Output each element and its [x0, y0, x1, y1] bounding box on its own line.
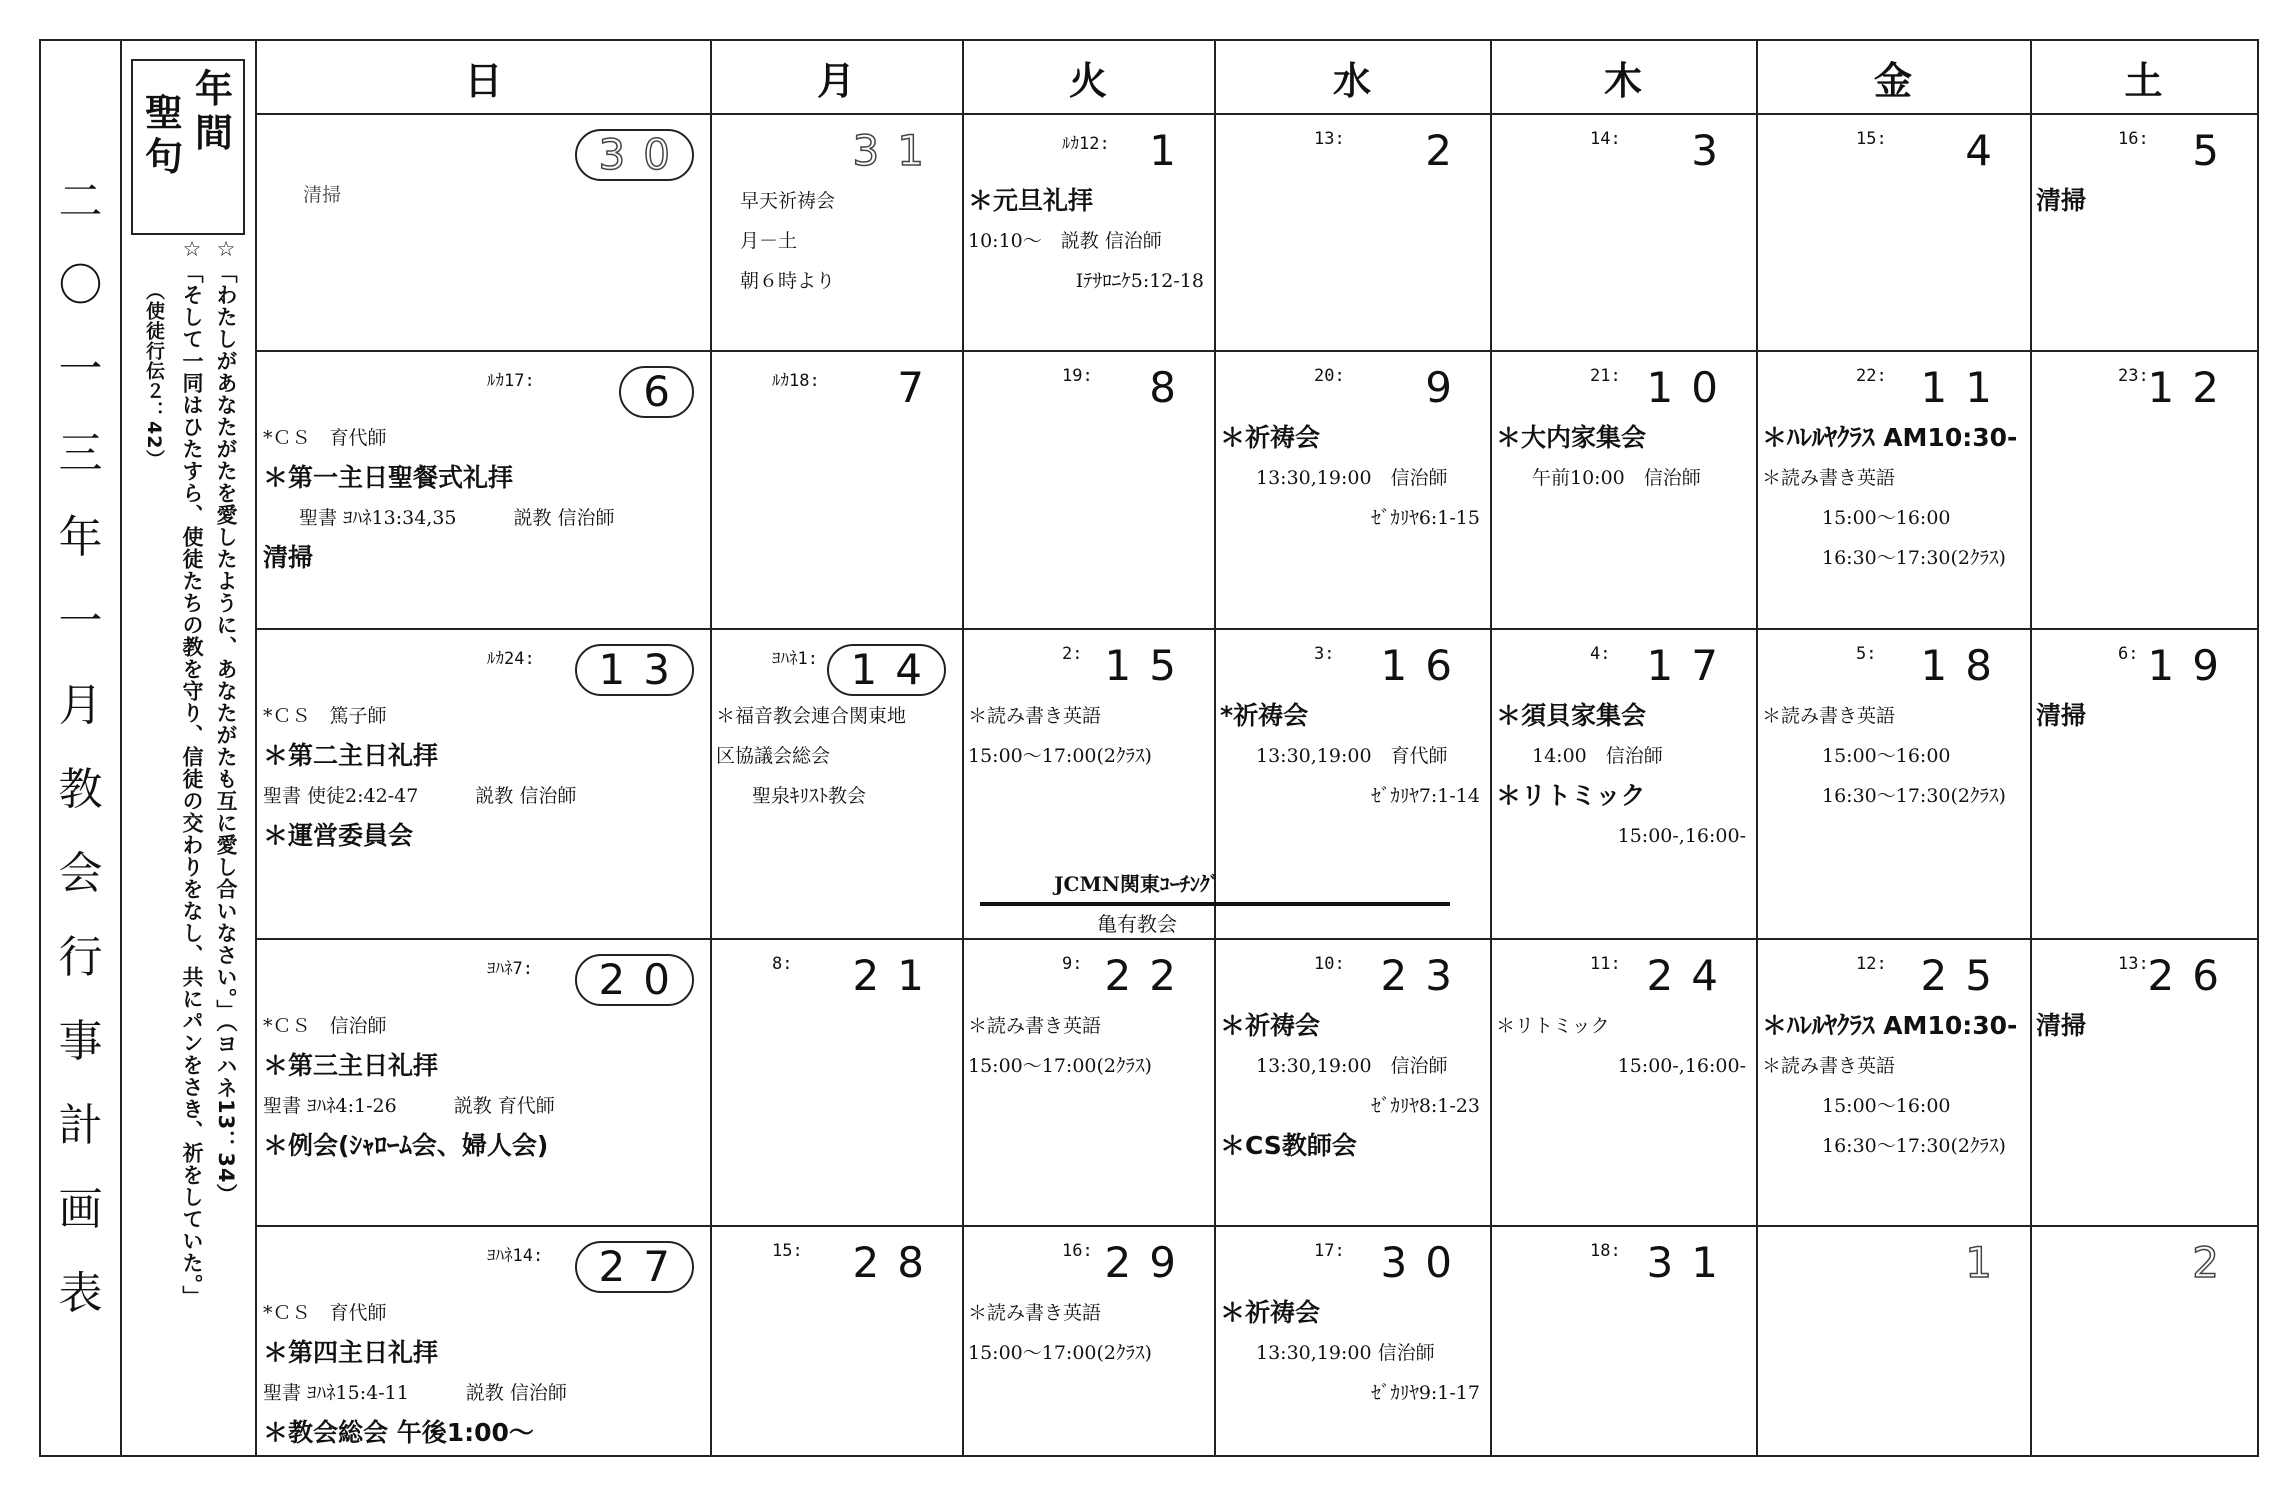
day-cell[interactable] [964, 1227, 1212, 1453]
event-list [968, 181, 1208, 301]
daily-bible-reading: 9: [1062, 954, 1083, 974]
event-line: 区協議会総会 [716, 745, 831, 767]
day-cell[interactable] [1492, 630, 1754, 936]
day-number: 27 [575, 1241, 694, 1293]
title-char: 二 [58, 176, 103, 227]
daily-bible-reading: 16: [2118, 129, 2149, 149]
verse-line-2: ☆「そして一同はひたすら、使徒たちの教を守り、信徒の交わりをなし、共にパンをさき、祈をしていた。」 [180, 237, 204, 1308]
event-line: ＊第一主日聖餐式礼拝 [263, 463, 514, 492]
daily-bible-reading: 20: [1314, 366, 1345, 386]
daily-bible-reading: 12: [1856, 954, 1887, 974]
divider [255, 39, 257, 1457]
event-list [263, 696, 704, 856]
event-list [1496, 696, 1750, 856]
event-line: ＊読み書き英語 [968, 1302, 1102, 1324]
title-char: 一 [58, 344, 103, 395]
weekday-header: 土 [2124, 58, 2163, 103]
day-number: 1 [1965, 1238, 2010, 1287]
daily-bible-reading: 15: [1856, 129, 1887, 149]
verse-label-char: 句 [144, 135, 183, 179]
event-line: 清掃 [2036, 1011, 2087, 1040]
day-number: 13 [575, 644, 694, 696]
calendar-title [41, 41, 120, 1455]
day-number: 21 [852, 951, 942, 1000]
day-number: 23 [1380, 951, 1470, 1000]
daily-bible-reading: ﾙｶ12: [1062, 134, 1110, 154]
day-number: 11 [1920, 363, 2010, 412]
day-cell[interactable] [1758, 115, 2028, 348]
daily-bible-reading: ﾖﾊﾈ14: [487, 1246, 544, 1266]
daily-bible-reading: 3: [1314, 644, 1335, 664]
day-cell[interactable] [259, 630, 708, 936]
day-number: 2 [1425, 126, 1470, 175]
event-line: ＊読み書き英語 [968, 1015, 1102, 1037]
daily-bible-reading: 8: [772, 954, 793, 974]
day-cell[interactable] [259, 352, 708, 626]
title-char: 教 [58, 764, 103, 815]
event-list [2036, 1006, 2251, 1046]
daily-bible-reading: 5: [1856, 644, 1877, 664]
day-cell[interactable] [259, 1227, 708, 1453]
daily-bible-reading: ﾖﾊﾈ7: [487, 959, 533, 979]
day-cell[interactable] [1758, 352, 2028, 626]
day-number: 30 [1380, 1238, 1470, 1287]
day-number: 9 [1425, 363, 1470, 412]
day-cell[interactable] [964, 352, 1212, 626]
event-span-line [980, 902, 1450, 906]
event-line: ＊読み書き英語 [1762, 705, 1896, 727]
event-line: 聖泉ｷﾘｽﾄ教会 [752, 785, 867, 807]
event-line: ＊ﾊﾚﾙﾔｸﾗｽ AM10:30- [1762, 423, 2018, 452]
day-number: 3 [1691, 126, 1736, 175]
weekday-header: 火 [1068, 58, 1107, 103]
verse-label-char: 年 [194, 67, 233, 111]
event-line: 15:00～17:00(2ｸﾗｽ) [968, 745, 1152, 767]
daily-bible-reading: 13: [1314, 129, 1345, 149]
daily-bible-reading: 17: [1314, 1241, 1345, 1261]
event-line: ＊CS教師会 [1220, 1131, 1357, 1160]
event-line: ＊ﾊﾚﾙﾔｸﾗｽ AM10:30- [1762, 1011, 2018, 1040]
jcmn-event-location: 亀有教会 [1097, 912, 1177, 936]
daily-bible-reading: 14: [1590, 129, 1621, 149]
day-number: 1 [1149, 126, 1194, 175]
day-cell[interactable] [2032, 352, 2255, 626]
event-list [1220, 418, 1484, 538]
weekday-header: 月 [816, 58, 855, 103]
event-line: *ＣＳ 信治師 [263, 1015, 387, 1037]
day-number: 30 [575, 129, 694, 181]
day-cell[interactable] [1758, 940, 2028, 1223]
daily-bible-reading: 23: [2118, 366, 2149, 386]
title-char: 年 [58, 512, 103, 563]
day-number: 6 [619, 366, 694, 418]
title-char: 三 [58, 428, 103, 479]
day-number: 19 [2147, 641, 2237, 690]
weekday-header: 日 [464, 58, 503, 103]
event-list [2036, 696, 2251, 736]
daily-bible-reading: 16: [1062, 1241, 1093, 1261]
daily-bible-reading: 21: [1590, 366, 1621, 386]
day-number: 28 [852, 1238, 942, 1287]
event-list [1220, 696, 1484, 816]
title-char: 月 [58, 680, 103, 731]
event-list [1496, 1006, 1750, 1086]
day-cell[interactable] [2032, 940, 2255, 1223]
day-cell[interactable] [1758, 1227, 2028, 1453]
event-list [968, 1293, 1208, 1373]
event-line: 朝６時より [740, 270, 836, 292]
day-cell[interactable] [1216, 1227, 1488, 1453]
day-number: 18 [1920, 641, 2010, 690]
title-char: 一 [58, 596, 103, 647]
verse-line-3: （使徒行伝２：42） [143, 281, 165, 470]
day-number: 24 [1646, 951, 1736, 1000]
event-line: ＊読み書き英語 [968, 705, 1102, 727]
event-list [1496, 418, 1750, 498]
title-char: 表 [58, 1268, 103, 1319]
event-line: 14:00 信治師 [1532, 745, 1663, 767]
event-line: 早天祈祷会 [740, 190, 836, 212]
event-list [716, 696, 956, 816]
day-number: 2 [2192, 1238, 2237, 1287]
event-list [1220, 1006, 1484, 1166]
day-number: 15 [1104, 641, 1194, 690]
event-line: ＊運営委員会 [263, 821, 414, 850]
day-cell[interactable] [964, 940, 1212, 1223]
day-cell[interactable] [712, 630, 960, 936]
jcmn-event-title: JCMN関東ｺｰﾁﾝｸﾞ [1054, 872, 1220, 896]
event-list [263, 1293, 704, 1453]
title-char: 会 [58, 848, 103, 899]
day-number: 22 [1104, 951, 1194, 1000]
daily-bible-reading: ﾖﾊﾈ1: [772, 649, 818, 669]
event-line: ＊第三主日礼拝 [263, 1051, 439, 1080]
day-cell[interactable] [712, 352, 960, 626]
event-list [1762, 418, 2024, 578]
event-list [263, 175, 704, 215]
event-line: ＊第四主日礼拝 [263, 1338, 439, 1367]
event-line: 清掃 [2036, 186, 2087, 215]
day-cell[interactable] [1492, 1227, 1754, 1453]
event-line: ＊リトミック [1496, 1015, 1610, 1037]
day-cell[interactable] [2032, 115, 2255, 348]
event-list [968, 1006, 1208, 1086]
event-line: 15:00～17:00(2ｸﾗｽ) [968, 1055, 1152, 1077]
event-line: 10:10～ 説教 信治師 [968, 230, 1162, 252]
annual-verse-label-year [189, 67, 239, 155]
title-char: 計 [58, 1100, 103, 1151]
event-line: 午前10:00 信治師 [1532, 467, 1701, 489]
annual-verse-panel [122, 41, 255, 1455]
day-number: 31 [852, 126, 942, 175]
event-line: 15:00～16:00 [1822, 507, 1951, 529]
event-line: 聖書 ﾖﾊﾈ4:1-26 説教 育代師 [263, 1095, 555, 1117]
daily-bible-reading: 18: [1590, 1241, 1621, 1261]
weekday-header: 水 [1332, 58, 1371, 103]
event-list [1220, 1293, 1484, 1413]
day-cell[interactable] [1216, 352, 1488, 626]
event-line: 16:30～17:30(2ｸﾗｽ) [1822, 1135, 2006, 1157]
day-cell[interactable] [712, 115, 960, 348]
annual-verse-label [131, 59, 245, 235]
daily-bible-reading: 2: [1062, 644, 1083, 664]
event-list [1762, 1006, 2024, 1166]
day-cell[interactable] [2032, 630, 2255, 936]
daily-bible-reading: 6: [2118, 644, 2139, 664]
day-number: 29 [1104, 1238, 1194, 1287]
day-cell[interactable] [1216, 940, 1488, 1223]
day-number: 12 [2147, 363, 2237, 412]
day-cell[interactable] [1758, 630, 2028, 936]
verse-line-1: ☆「わたしがあなたがたを愛したように、あなたがたも互に愛し合いなさい。」（ヨハネ13：34） [214, 237, 238, 1206]
day-number: 5 [2192, 126, 2237, 175]
event-line: *ＣＳ 篤子師 [263, 705, 387, 727]
event-line: ＊須貝家集会 [1496, 701, 1647, 730]
event-line: ＊元旦礼拝 [968, 186, 1094, 215]
daily-bible-reading: 11: [1590, 954, 1621, 974]
event-line: ｾﾞｶﾘﾔ7:1-14 [1371, 785, 1480, 807]
day-cell[interactable] [1492, 115, 1754, 348]
title-char: 行 [58, 932, 103, 983]
daily-bible-reading: ﾙｶ18: [772, 371, 820, 391]
daily-bible-reading: 22: [1856, 366, 1887, 386]
event-line: ＊例会(ｼｬﾛｰﾑ会、婦人会) [263, 1131, 549, 1160]
event-line: ｾﾞｶﾘﾔ9:1-17 [1371, 1382, 1480, 1404]
event-line: ＊リトミック [1496, 781, 1646, 810]
title-char: 〇 [58, 260, 103, 311]
event-line: ｾﾞｶﾘﾔ6:1-15 [1371, 507, 1480, 529]
event-line: 月－土 [740, 230, 798, 252]
day-cell[interactable] [1216, 115, 1488, 348]
event-line: 13:30,19:00 信治師 [1256, 1342, 1435, 1364]
day-cell[interactable] [712, 1227, 960, 1453]
daily-bible-reading: ﾙｶ17: [487, 371, 535, 391]
event-line: ＊祈祷会 [1220, 1011, 1321, 1040]
day-number: 31 [1646, 1238, 1736, 1287]
event-line: 13:30,19:00 信治師 [1256, 1055, 1448, 1077]
event-line: ｾﾞｶﾘﾔ8:1-23 [1371, 1095, 1480, 1117]
event-list [263, 418, 704, 578]
title-char: 事 [58, 1016, 103, 1067]
event-line: 聖書 ﾖﾊﾈ13:34,35 説教 信治師 [299, 507, 615, 529]
event-line: *祈祷会 [1220, 701, 1309, 730]
annual-verse-label-verse [139, 91, 189, 179]
day-number: 10 [1646, 363, 1736, 412]
day-cell[interactable] [712, 940, 960, 1223]
day-cell[interactable] [259, 940, 708, 1223]
title-char: 画 [58, 1184, 103, 1235]
event-line: 15:00～17:00(2ｸﾗｽ) [968, 1342, 1152, 1364]
event-list [1762, 696, 2024, 816]
day-number: 16 [1380, 641, 1470, 690]
day-number: 25 [1920, 951, 2010, 1000]
day-cell[interactable] [1492, 352, 1754, 626]
event-line: 16:30～17:30(2ｸﾗｽ) [1822, 785, 2006, 807]
day-number: 26 [2147, 951, 2237, 1000]
daily-bible-reading: 4: [1590, 644, 1611, 664]
event-line: ＊大内家集会 [1496, 423, 1647, 452]
event-line: 清掃 [2036, 701, 2087, 730]
event-line: ＊読み書き英語 [1762, 1055, 1896, 1077]
day-cell[interactable] [2032, 1227, 2255, 1453]
event-line: ＊教会総会 午後1:00～ [263, 1418, 534, 1447]
event-line: ＊祈祷会 [1220, 1298, 1321, 1327]
day-cell[interactable] [964, 115, 1212, 348]
day-cell[interactable] [1492, 940, 1754, 1223]
verse-label-char: 間 [194, 111, 233, 155]
event-line: 16:30～17:30(2ｸﾗｽ) [1822, 547, 2006, 569]
event-line: 清掃 [303, 184, 342, 206]
daily-bible-reading: 13: [2118, 954, 2149, 974]
day-number: 8 [1149, 363, 1194, 412]
event-line: 13:30,19:00 信治師 [1256, 467, 1448, 489]
event-line: ＊読み書き英語 [1762, 467, 1896, 489]
daily-bible-reading: 15: [772, 1241, 803, 1261]
event-line: *ＣＳ 育代師 [263, 427, 387, 449]
event-line: 清掃 [263, 543, 314, 572]
weekday-header: 木 [1603, 58, 1642, 103]
day-number: 17 [1646, 641, 1736, 690]
weekday-header: 金 [1873, 58, 1912, 103]
event-line: 聖書 ﾖﾊﾈ15:4-11 説教 信治師 [263, 1382, 567, 1404]
daily-bible-reading: 10: [1314, 954, 1345, 974]
event-line: ＊福音教会連合関東地 [716, 705, 907, 727]
event-line: 13:30,19:00 育代師 [1256, 745, 1448, 767]
day-number: 4 [1965, 126, 2010, 175]
daily-bible-reading: 19: [1062, 366, 1093, 386]
event-line: 15:00～16:00 [1822, 745, 1951, 767]
event-line: 15:00-,16:00- [1617, 1055, 1746, 1077]
event-line: 15:00-,16:00- [1617, 825, 1746, 847]
event-line: 聖書 使徒2:42-47 説教 信治師 [263, 785, 577, 807]
verse-label-char: 聖 [144, 91, 183, 135]
event-line: ＊祈祷会 [1220, 423, 1321, 452]
day-cell[interactable] [259, 115, 708, 348]
event-list [968, 696, 1208, 776]
day-number: 7 [897, 363, 942, 412]
event-line: Ⅰﾃｻﾛﾆｹ5:12-18 [1075, 270, 1204, 292]
event-line: *ＣＳ 育代師 [263, 1302, 387, 1324]
day-number: 20 [575, 954, 694, 1006]
daily-bible-reading: ﾙｶ24: [487, 649, 535, 669]
event-list [2036, 181, 2251, 221]
event-line: ＊第二主日礼拝 [263, 741, 439, 770]
event-list [263, 1006, 704, 1166]
event-line: 15:00～16:00 [1822, 1095, 1951, 1117]
event-list [740, 181, 956, 301]
day-number: 14 [827, 644, 946, 696]
